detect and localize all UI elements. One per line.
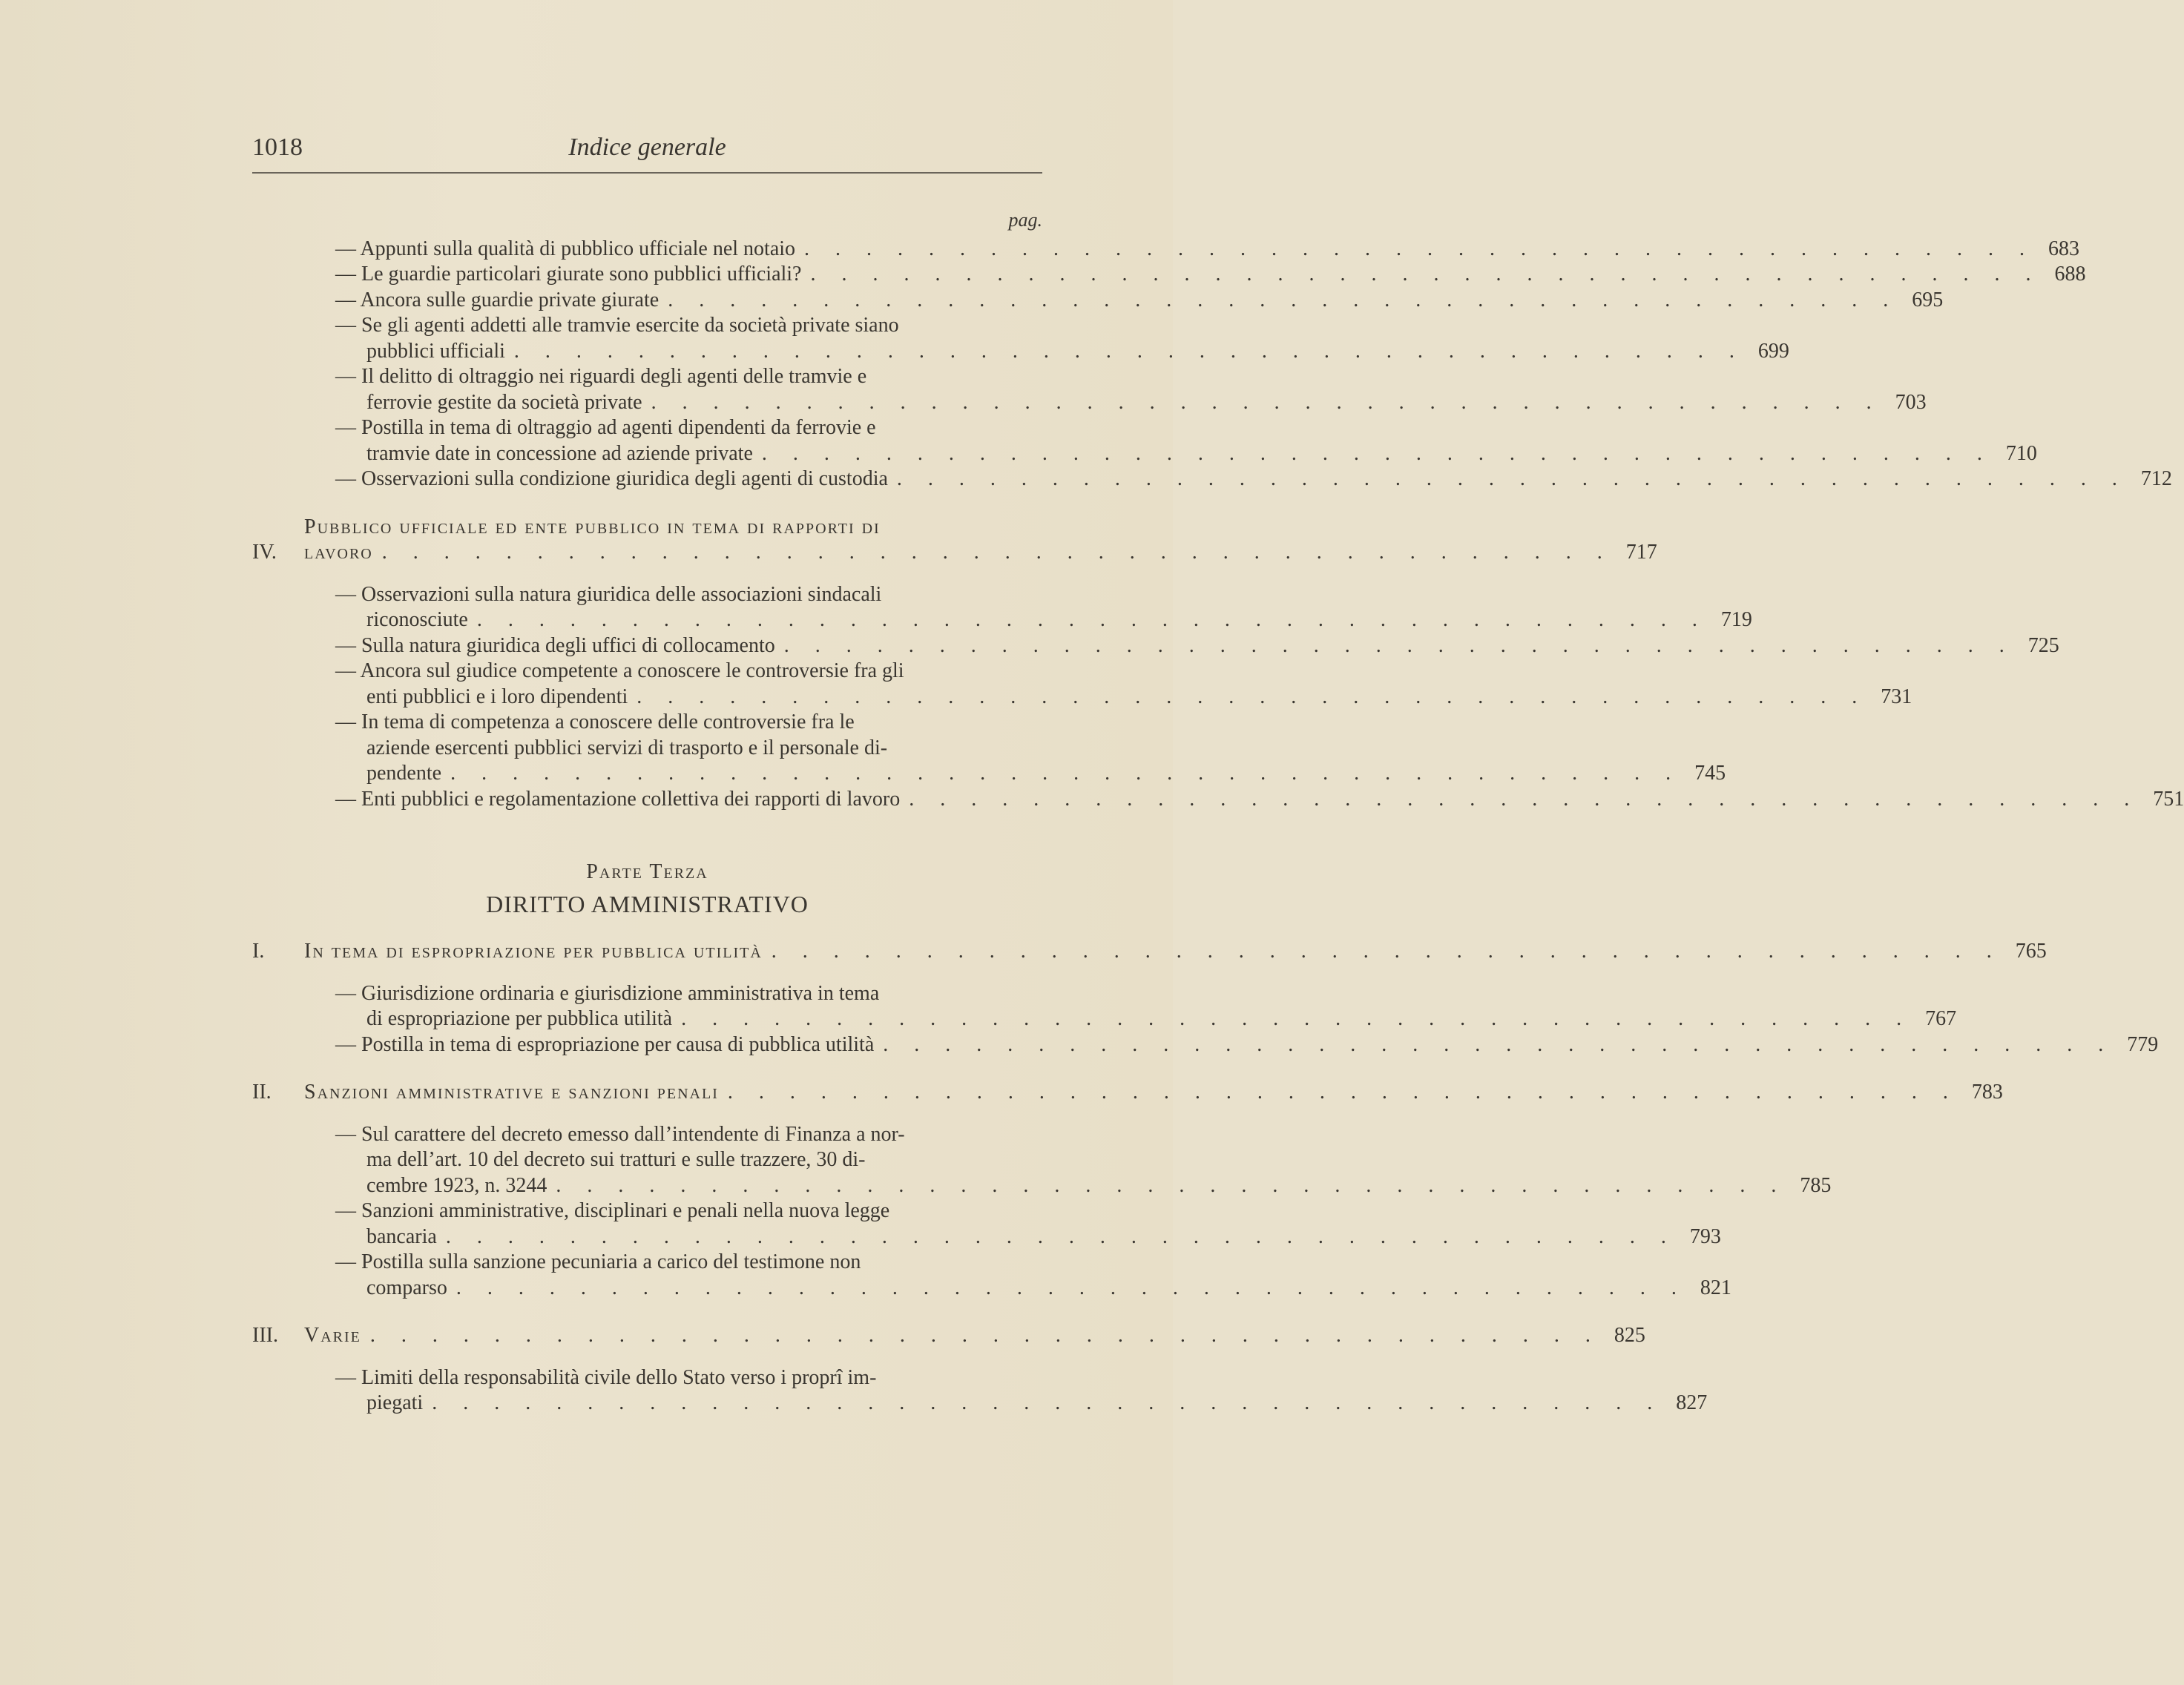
entry-title bbox=[304, 262, 2041, 288]
entry-text: — Se gli agenti addetti alle tramvie esercite da società private siano bbox=[335, 314, 899, 337]
entry-text: di espropriazione per pubblica utilità bbox=[366, 1007, 673, 1030]
toc-entry bbox=[252, 582, 1752, 633]
entry-line bbox=[335, 441, 1993, 467]
entry-title bbox=[304, 710, 1681, 787]
dot-leader: . . . . . . . . . . . . . . . . . . . . . . . . . . . . . . . . . . . . . . . . bbox=[896, 467, 2128, 490]
entry-text: — Le guardie particolari giurate sono pubblici ufficiali? bbox=[335, 263, 802, 286]
toc-entry bbox=[252, 415, 2037, 466]
section-numeral: III. bbox=[252, 1324, 278, 1347]
page-ref: 745 bbox=[1694, 762, 1726, 785]
entry-title bbox=[304, 515, 1613, 566]
toc-entry bbox=[252, 364, 1927, 415]
entry-text: — Sulla natura giuridica degli uffici di collocamento bbox=[335, 633, 775, 657]
page-ref: 767 bbox=[1925, 1007, 1957, 1030]
entry-line bbox=[335, 415, 1993, 441]
section-heading bbox=[252, 515, 1657, 566]
entry-text: ma dell’art. 10 del decreto sui tratturi e sulle trazzere, 30 di- bbox=[366, 1148, 866, 1171]
section-numeral: I. bbox=[252, 940, 265, 963]
running-title: Indice generale bbox=[568, 133, 726, 161]
entry-text: comparso bbox=[366, 1276, 447, 1299]
dot-leader: . . . . . . . . . . . . . . . . . . . . . . . . . . . . . . . . . . . . . . . . bbox=[883, 1032, 2114, 1056]
entry-text: Sanzioni amministrative e sanzioni penali bbox=[304, 1081, 719, 1104]
entry-text: Pubblico ufficiale ed ente pubblico in tema di rapporti di bbox=[304, 515, 881, 538]
page-ref: 699 bbox=[1757, 339, 1789, 363]
toc-entry bbox=[252, 262, 2086, 288]
entry-text: bancaria bbox=[366, 1224, 437, 1248]
entry-title bbox=[304, 787, 2139, 813]
page-ref: 717 bbox=[1625, 541, 1657, 564]
entry-text: — Limiti della responsabilità civile dello Stato verso i proprî im- bbox=[335, 1365, 877, 1389]
entry-title bbox=[304, 1032, 2114, 1058]
toc-entry bbox=[252, 237, 2080, 263]
entry-line bbox=[335, 390, 1882, 416]
entry-text: riconosciute bbox=[366, 608, 468, 631]
toc-entry bbox=[252, 1250, 1731, 1301]
part-label: Parte Terza bbox=[586, 860, 708, 883]
dot-leader: . . . . . . . . . . . . . . . . . . . . . . . . . . . . . . . . . . . . . . . . bbox=[445, 1224, 1677, 1248]
entry-line bbox=[335, 262, 2041, 288]
toc-entry bbox=[252, 659, 1912, 710]
toc-entry bbox=[252, 1365, 1708, 1417]
entry-text: — Postilla in tema di oltraggio ad agenti dipendenti da ferrovie e bbox=[335, 416, 876, 439]
page-ref: 719 bbox=[1720, 608, 1752, 631]
entry-title bbox=[304, 582, 1708, 633]
entry-title bbox=[304, 1323, 1601, 1349]
dot-leader: . . . . . . . . . . . . . . . . . . . . . . . . . . . . . . . . . . . . . . . . bbox=[381, 541, 1613, 564]
toc-entry bbox=[252, 981, 1957, 1032]
dot-leader: . . . . . . . . . . . . . . . . . . . . . . . . . . . . . . . . . . . . . . . . bbox=[556, 1173, 1787, 1197]
dot-leader: . . . . . . . . . . . . . . . . . . . . . . . . . . . . . . . . . . . . . . . . bbox=[513, 339, 1745, 363]
entry-line bbox=[304, 515, 1613, 541]
dot-leader: . . . . . . . . . . . . . . . . . . . . . . . . . . . . . . . . . . . . . . . . bbox=[369, 1324, 1601, 1347]
part-title: DIRITTO AMMINISTRATIVO bbox=[486, 890, 809, 917]
entry-line bbox=[335, 1365, 1662, 1391]
entry-line bbox=[304, 1080, 1958, 1106]
dot-leader: . . . . . . . . . . . . . . . . . . . . . . . . . . . . . . . . . . . . . . . . bbox=[651, 390, 1882, 414]
entry-line bbox=[335, 1276, 1687, 1302]
page-ref: 765 bbox=[2015, 940, 2047, 963]
entry-text: — Postilla in tema di espropriazione per causa di pubblica utilità bbox=[335, 1032, 875, 1056]
page-ref: 825 bbox=[1614, 1324, 1645, 1347]
entry-text: cembre 1923, n. 3244 bbox=[366, 1173, 547, 1197]
section-numeral: IV. bbox=[252, 541, 277, 564]
entry-title bbox=[304, 981, 1912, 1032]
entry-text: — Il delitto di oltraggio nei riguardi degli agenti delle tramvie e bbox=[335, 365, 867, 388]
dot-leader: . . . . . . . . . . . . . . . . . . . . . . . . . . . . . . . . . . . . . . . . bbox=[681, 1007, 1912, 1030]
page-ref: 731 bbox=[1881, 685, 1912, 708]
dot-leader: . . . . . . . . . . . . . . . . . . . . . . . . . . . . . . . . . . . . . . . . bbox=[455, 1276, 1687, 1299]
page-ref: 793 bbox=[1689, 1224, 1721, 1248]
entry-line bbox=[335, 237, 2035, 263]
page-ref: 821 bbox=[1700, 1276, 1731, 1299]
entry-title bbox=[304, 415, 1993, 466]
entry-title bbox=[304, 1365, 1662, 1417]
entry-text: — Sanzioni amministrative, disciplinari e penali nella nuova legge bbox=[335, 1199, 890, 1222]
page-ref: 725 bbox=[2027, 633, 2059, 657]
dot-leader: . . . . . . . . . . . . . . . . . . . . . . . . . . . . . . . . . . . . . . . . bbox=[783, 633, 2015, 657]
entry-line bbox=[335, 1224, 1677, 1250]
entry-line bbox=[335, 659, 1867, 685]
table-of-contents bbox=[252, 208, 2184, 1417]
entry-text: — Enti pubblici e regolamentazione collettiva dei rapporti di lavoro bbox=[335, 787, 901, 811]
entry-text: aziende esercenti pubblici servizi di trasporto e il personale di- bbox=[366, 736, 888, 759]
toc-entry bbox=[252, 288, 1944, 314]
entry-line bbox=[335, 685, 1867, 710]
entry-line bbox=[335, 313, 1745, 339]
entry-line bbox=[335, 607, 1708, 633]
dot-leader: . . . . . . . . . . . . . . . . . . . . . . . . . . . . . . . . . . . . . . . . bbox=[909, 787, 2140, 811]
dot-leader: . . . . . . . . . . . . . . . . . . . . . . . . . . . . . . . . . . . . . . . . bbox=[804, 237, 2036, 260]
entry-title bbox=[304, 1080, 1958, 1106]
dot-leader: . . . . . . . . . . . . . . . . . . . . . . . . . . . . . . . . . . . . . . . . bbox=[810, 263, 2042, 286]
entry-line bbox=[304, 939, 2002, 965]
entry-text: enti pubblici e i loro dipendenti bbox=[366, 685, 628, 708]
entry-title bbox=[304, 1250, 1687, 1301]
dot-leader: . . . . . . . . . . . . . . . . . . . . . . . . . . . . . . . . . . . . . . . . bbox=[771, 940, 2002, 963]
pag-label: pag. bbox=[1008, 209, 1042, 231]
entry-line bbox=[335, 364, 1882, 390]
page-ref: 703 bbox=[1895, 390, 1927, 414]
toc-entry bbox=[252, 633, 2059, 659]
page-ref: 783 bbox=[1971, 1081, 2003, 1104]
entry-line bbox=[335, 1032, 2114, 1058]
page-ref: 710 bbox=[2005, 441, 2037, 465]
dot-leader: . . . . . . . . . . . . . . . . . . . . . . . . . . . . . . . . . . . . . . . . bbox=[450, 762, 1682, 785]
entry-title bbox=[304, 466, 2128, 492]
entry-text: — Ancora sul giudice competente a conoscere le controversie fra gli bbox=[335, 659, 904, 682]
entry-line bbox=[335, 339, 1745, 365]
entry-text: — Sul carattere del decreto emesso dall’intendente di Finanza a nor- bbox=[335, 1122, 905, 1146]
section-heading bbox=[252, 1323, 1645, 1349]
page-ref: 751 bbox=[2153, 787, 2184, 811]
toc-entry bbox=[252, 466, 2172, 492]
dot-leader: . . . . . . . . . . . . . . . . . . . . . . . . . . . . . . . . . . . . . . . . bbox=[432, 1391, 1663, 1414]
entry-text: ferrovie gestite da società private bbox=[366, 390, 642, 414]
toc-entry bbox=[252, 710, 1726, 787]
entry-title bbox=[304, 633, 2015, 659]
entry-line bbox=[335, 787, 2139, 813]
header-rule bbox=[252, 172, 1042, 174]
entry-line bbox=[335, 981, 1912, 1007]
page-ref: 712 bbox=[2140, 467, 2172, 490]
entry-line bbox=[335, 1006, 1912, 1032]
running-head bbox=[252, 133, 1042, 171]
entry-line bbox=[335, 1173, 1786, 1199]
entry-line bbox=[335, 633, 2015, 659]
entry-text: tramvie date in concessione ad aziende private bbox=[366, 441, 753, 465]
entry-text: — Giurisdizione ordinaria e giurisdizione amministrativa in tema bbox=[335, 981, 880, 1005]
entry-text: — Osservazioni sulla natura giuridica delle associazioni sindacali bbox=[335, 582, 882, 606]
entry-title bbox=[304, 939, 2002, 965]
entry-line bbox=[335, 1391, 1662, 1417]
entry-line bbox=[335, 736, 1681, 762]
entry-title bbox=[304, 364, 1882, 415]
entry-line bbox=[335, 582, 1708, 608]
section-heading bbox=[252, 1080, 2003, 1106]
entry-text: — Ancora sulle guardie private giurate bbox=[335, 288, 660, 311]
dot-leader: . . . . . . . . . . . . . . . . . . . . . . . . . . . . . . . . . . . . . . . . bbox=[761, 441, 1993, 465]
page-ref: 779 bbox=[2127, 1032, 2159, 1056]
entry-line bbox=[335, 710, 1681, 736]
section-heading bbox=[252, 939, 2047, 965]
entry-title bbox=[304, 237, 2035, 263]
toc-entry bbox=[252, 313, 1789, 364]
entry-text: — Postilla sulla sanzione pecuniaria a carico del testimone non bbox=[335, 1250, 861, 1273]
entry-line bbox=[335, 761, 1681, 787]
page-ref: 695 bbox=[1912, 288, 1944, 311]
entry-line bbox=[335, 1147, 1786, 1173]
entry-title bbox=[304, 659, 1867, 710]
entry-line bbox=[335, 1198, 1677, 1224]
section-numeral: II. bbox=[252, 1081, 272, 1104]
dot-leader: . . . . . . . . . . . . . . . . . . . . . . . . . . . . . . . . . . . . . . . . bbox=[668, 288, 1899, 311]
entry-line bbox=[335, 1122, 1786, 1148]
toc-entry bbox=[252, 1032, 2159, 1058]
entry-text: — Osservazioni sulla condizione giuridica degli agenti di custodia bbox=[335, 467, 888, 490]
dot-leader: . . . . . . . . . . . . . . . . . . . . . . . . . . . . . . . . . . . . . . . . bbox=[637, 685, 1868, 708]
toc-entry bbox=[252, 1198, 1721, 1250]
entry-text: Varie bbox=[304, 1324, 361, 1347]
entry-text: — In tema di competenza a conoscere delle controversie fra le bbox=[335, 710, 855, 733]
entry-line bbox=[335, 288, 1898, 314]
entry-text: — Appunti sulla qualità di pubblico ufficiale nel notaio bbox=[335, 237, 796, 260]
entry-text: piegati bbox=[366, 1391, 424, 1414]
entry-line bbox=[304, 1323, 1601, 1349]
page-ref: 688 bbox=[2054, 263, 2086, 286]
entry-text: pendente bbox=[366, 762, 442, 785]
entry-line bbox=[304, 540, 1613, 566]
dot-leader: . . . . . . . . . . . . . . . . . . . . . . . . . . . . . . . . . . . . . . . . bbox=[476, 608, 1708, 631]
dot-leader: . . . . . . . . . . . . . . . . . . . . . . . . . . . . . . . . . . . . . . . . bbox=[727, 1081, 1958, 1104]
entry-title bbox=[304, 313, 1745, 364]
entry-title bbox=[304, 1122, 1786, 1199]
toc-entry bbox=[252, 787, 2184, 813]
entry-text: pubblici ufficiali bbox=[366, 339, 505, 363]
page-ref: 827 bbox=[1676, 1391, 1708, 1414]
page-ref: 785 bbox=[1800, 1173, 1832, 1197]
entry-line bbox=[335, 1250, 1687, 1276]
entry-text: lavoro bbox=[304, 541, 373, 564]
toc-entry bbox=[252, 1122, 1832, 1199]
entry-text: In tema di espropriazione per pubblica utilità bbox=[304, 940, 763, 963]
entry-line bbox=[335, 466, 2128, 492]
page-ref: 683 bbox=[2048, 237, 2080, 260]
entry-title bbox=[304, 288, 1898, 314]
entry-title bbox=[304, 1198, 1677, 1250]
page-number: 1018 bbox=[252, 133, 303, 161]
